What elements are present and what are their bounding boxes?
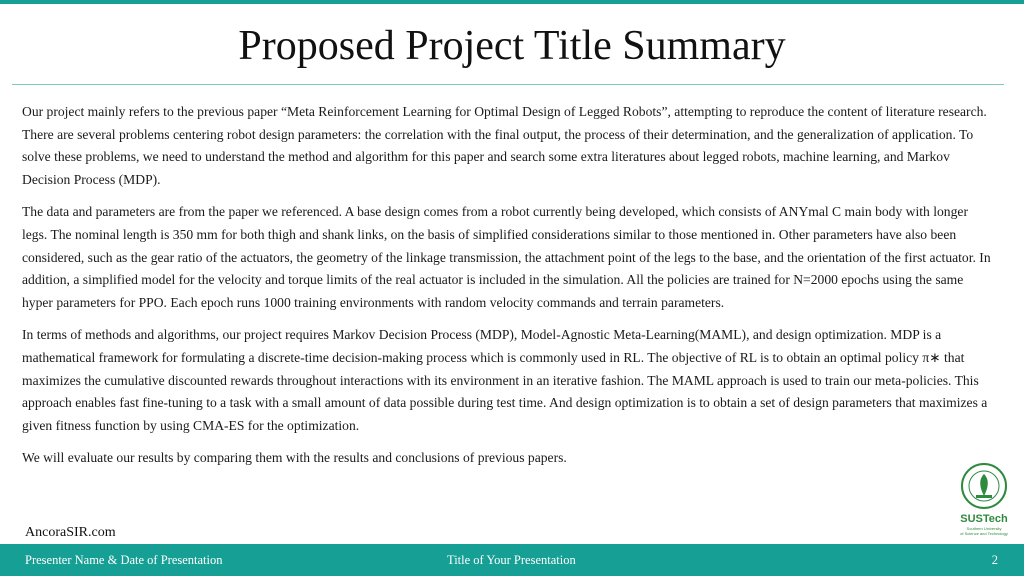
site-label: AncoraSIR.com (25, 525, 116, 540)
slide-body (22, 101, 994, 480)
body-paragraph: We will evaluate our results by comparing them with the results and conclusions of previous papers. (22, 450, 567, 466)
body-paragraph: In terms of methods and algorithms, our project requires Markov Decision Process (MDP), Model-Agnostic Meta-Learning(MAML), and design optimization. MDP is a mathematical framework for formulating a discrete-time decision-making process which is commonly used in RL. The objective of RL is to obtain an optimal policy π∗ that maximizes the cumulative discounted rewards throughout interactions with its environment in an iterative fashion. The MAML approach is used to train our meta-policies. This approach enables fast fine-tuning to a task with a small amount of data possible during test time. And design optimization is to obtain a set of design parameters that maximizes a given fitness function by using CMA-ES for the optimization. (22, 327, 988, 433)
footer-presentation-title: Title of Your Presentation (447, 553, 576, 567)
top-accent-bar (0, 0, 1024, 4)
body-paragraph: Our project mainly refers to the previous paper “Meta Reinforcement Learning for Optimal Design of Legged Robots”, attempting to reproduce the content of literature research. There are several problems centering robot design parameters: the correlation with the final output, the process of their determination, and the generalization of application. To solve these problems, we need to understand the method and algorithm for this paper and search some extra literatures about legged robots, machine learning, and Markov Decision Process (MDP). (22, 104, 987, 187)
logo-subtext: Southern University (966, 526, 1002, 531)
footer-page-number: 2 (991, 553, 998, 567)
title-divider (12, 84, 1004, 85)
footer-presenter: Presenter Name & Date of Presentation (25, 553, 223, 567)
body-paragraph: The data and parameters are from the paper we referenced. A base design comes from a robot currently being developed, which consists of ANYmal C main body with longer legs. The nominal length is 350 mm for both thigh and shank links, on the basis of simplified considerations similar to those mentioned in. Other parameters have also been considered, such as the gear ratio of the actuators, the geometry of the linkage transmission, the attachment point of the legs to the base, and the orientation of the first actuator. In addition, a simplified model for the velocity and torque limits of the real actuator is included in the simulation. All the policies are trained for N=2000 epochs using the same hyper parameters for PPO. Each epoch runs 1000 training environments with random velocity commands and terrain parameters. (22, 204, 991, 310)
footer-bar (0, 544, 1024, 576)
logo-text: SUSTech (960, 513, 1008, 525)
slide-title: Proposed Project Title Summary (238, 23, 786, 69)
logo-subtext: of Science and Technology (960, 531, 1008, 536)
sustech-logo (958, 462, 1010, 542)
